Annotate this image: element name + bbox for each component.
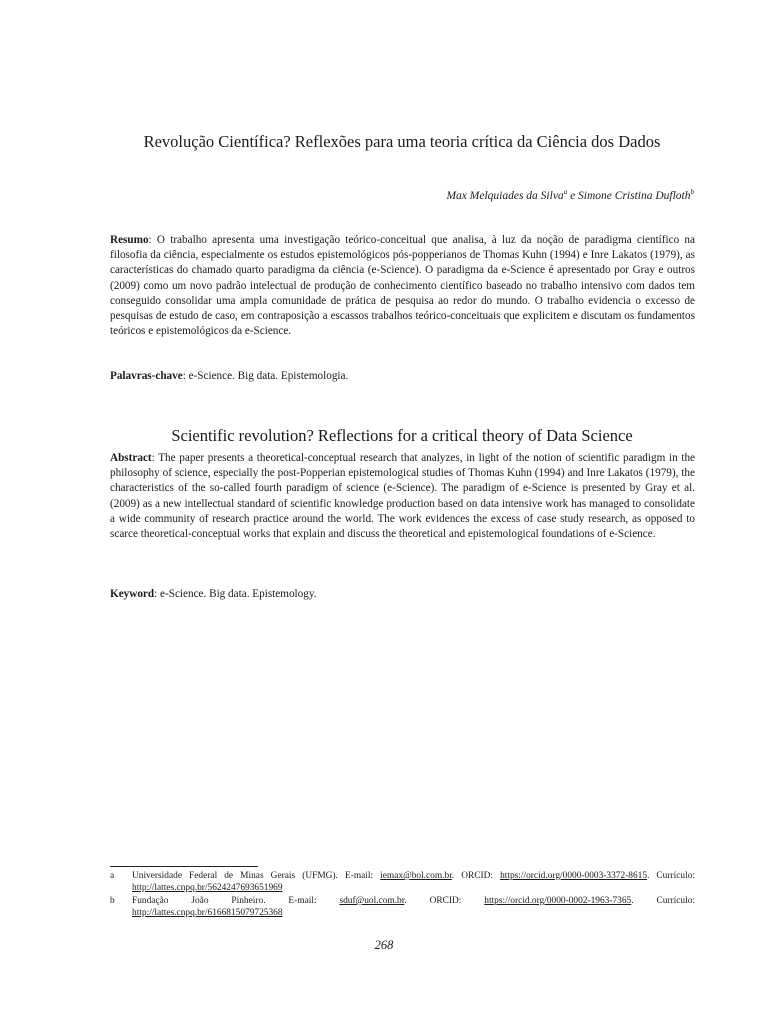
page-number: 268: [374, 938, 394, 952]
footnote-a-email-link[interactable]: iemax@bol.com.br: [380, 871, 452, 881]
footnote-b-orcid-link[interactable]: https://orcid.org/0000-0002-1963-7365: [484, 896, 632, 906]
resumo-paragraph: [110, 233, 695, 339]
abstract-text: : The paper presents a theoretical-conceptual research that analyzes, in light of the notion of scientific paradigm in the philosophy of science, especially the post-Popperian epistemological studies of Thomas Kuhn (1994) and Inre Lakatos (1979), the characteristics of the so-called fourth paradigm of science (e-Science). The paradigm of e-Science is presented by Gray et al. (2009) as a new intellectual standard of scientific knowledge production based on data intensive work has managed to consolidate a wide community of research practice around the world. The work evidences the excess of case study research, as opposed to scarce theoretical-conceptual works that explain and discuss the theoretical and epistemological foundations of e-Science.: [110, 452, 695, 541]
author-2: Simone Cristina Dufloth: [578, 189, 691, 202]
footnote-a: [110, 870, 695, 895]
footnote-b-affiliation: Fundação João Pinheiro. E-mail:: [132, 896, 340, 906]
footnote-b-curriculo-link[interactable]: http://lattes.cnpq.br/6166815079725368: [132, 908, 283, 919]
keyword-text: : e-Science. Big data. Epistemology.: [154, 588, 317, 600]
footnote-a-mark: a: [110, 871, 115, 881]
footnote-b-mark: b: [110, 896, 115, 906]
footnote-a-curriculo-link[interactable]: http://lattes.cnpq.br/5624247693651969: [132, 883, 283, 894]
footnote-a-orcid-link[interactable]: https://orcid.org/0000-0003-3372-8615: [500, 871, 648, 881]
author-1: Max Melquiades da Silva: [446, 189, 564, 202]
footnote-a-curriculo-label: . Currículo:: [647, 871, 695, 881]
resumo-text: : O trabalho apresenta uma investigação teórico-conceitual que analisa, à luz da noção de paradigma científico na filosofia da ciência, especialmente os estudos epistemológicos pós-popperianos de Thomas Kuhn (1994) e Inre Lakatos (1979), as características do chamado quarto paradigma da ciência (e-Science). O paradigma da e-Science é apresentado por Gray e outros (2009) como um novo padrão intelectual de produção de conhecimento científico baseado no trabalho intensivo com dados tem conseguido consolidar uma ampla comunidade de prática de pesquisa ao redor do mundo. O trabalho evidencia o excesso de pesquisas de estudo de caso, em contraposição a escassos trabalhos teórico-conceituais que explicitem e discutam os fundamentos teóricos e epistemológicos da e-Science.: [110, 234, 695, 338]
palavras-chave-label: Palavras-chave: [110, 370, 183, 382]
footnote-b-curriculo-label: . Currículo:: [631, 896, 695, 906]
title-portuguese: Revolução Científica? Reflexões para uma teoria crítica da Ciência dos Dados: [143, 132, 661, 151]
keyword-label: Keyword: [110, 588, 155, 600]
footnote-b-email-link[interactable]: sduf@uol.com.br: [339, 896, 405, 906]
abstract-label: Abstract: [110, 452, 152, 464]
title-english: Scientific revolution? Reflections for a critical theory of Data Science: [171, 426, 633, 445]
abstract-paragraph: [110, 451, 695, 542]
palavras-chave-text: : e-Science. Big data. Epistemologia.: [182, 370, 349, 382]
footnote-a-orcid-label: . ORCID:: [451, 871, 501, 881]
footnote-a-text: [132, 870, 695, 895]
footnote-divider: [110, 866, 258, 867]
footnote-b: [110, 895, 695, 920]
authors-line: [446, 188, 694, 202]
resumo-label: Resumo: [110, 234, 149, 246]
authors-connector: e: [567, 189, 579, 202]
footnote-b-orcid-label: . ORCID:: [404, 896, 485, 906]
footnote-b-text: [132, 895, 695, 920]
author-1-affiliation-mark: a: [563, 188, 568, 196]
footnote-a-affiliation: Universidade Federal de Minas Gerais (UFMG). E-mail:: [132, 871, 381, 881]
author-2-affiliation-mark: b: [690, 188, 694, 196]
keyword-paragraph: [110, 587, 695, 602]
palavras-chave-paragraph: [110, 369, 695, 384]
